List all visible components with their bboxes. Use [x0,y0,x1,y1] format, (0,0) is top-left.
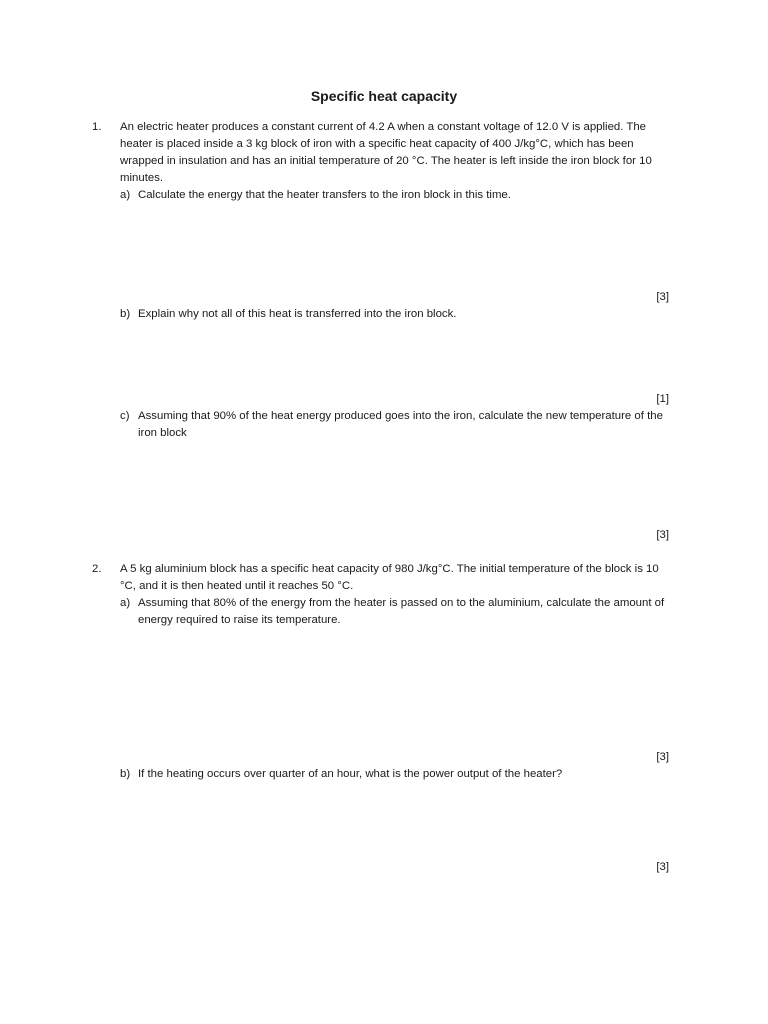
question-2b-marks: [3] [656,861,669,873]
question-2b-label: b) [120,768,131,780]
question-2a-marks: [3] [656,751,669,763]
question-1a-label: a) [120,189,131,201]
question-1a-marks: [3] [656,291,669,303]
question-1c-text: Assuming that 90% of the heat energy produced goes into the iron, calculate the new temperature of the iron block [138,410,663,440]
question-2-number: 2. [92,563,102,575]
question-1c-marks: [3] [656,529,669,541]
question-1-text: An electric heater produces a constant current of 4.2 A when a constant voltage of 12.0 V is applied. The heater is placed inside a 3 kg block of iron with a specific heat capacity of 400 J/kg°C, which has been wrapped in insulation and has an initial temperature of 20 °C. The heater is left inside the iron block for 10 minutes. [120,121,652,185]
question-2b-text: If the heating occurs over quarter of an hour, what is the power output of the heater? [138,768,563,780]
question-2a-text: Assuming that 80% of the energy from the heater is passed on to the aluminium, calculate the amount of energy required to raise its temperature. [138,597,665,627]
question-1a-text: Calculate the energy that the heater transfers to the iron block in this time. [138,189,511,201]
page-title: Specific heat capacity [310,88,458,104]
question-1b-marks: [1] [656,393,669,405]
question-1b-label: b) [120,308,131,320]
question-1b-text: Explain why not all of this heat is transferred into the iron block. [138,308,457,320]
question-1-number: 1. [92,121,102,133]
question-1c-label: c) [120,410,130,422]
question-2-text: A 5 kg aluminium block has a specific heat capacity of 980 J/kg°C. The initial temperature of the block is 10 °C, and it is then heated until it reaches 50 °C. [120,563,659,593]
question-2a-label: a) [120,597,131,609]
